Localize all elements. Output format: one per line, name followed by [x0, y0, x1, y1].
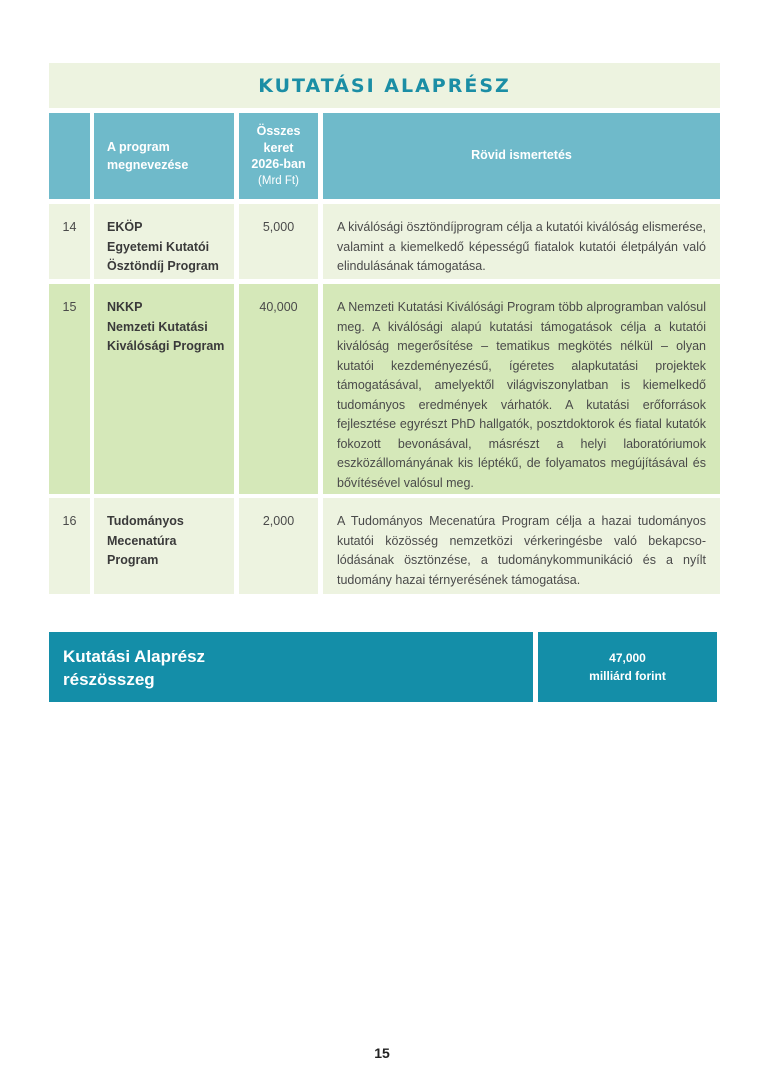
table-row-15-number: 15 — [49, 284, 90, 494]
section-title-band — [49, 63, 720, 108]
subtotal-label-line1: Kutatási Alaprész — [63, 647, 206, 666]
program-name-line: NKKP — [107, 300, 143, 314]
table-row-14-name — [94, 204, 234, 279]
header-name-line2: megnevezése — [107, 158, 189, 172]
table-row-16-amount: 2,000 — [239, 498, 318, 594]
table-row-14-number: 14 — [49, 204, 90, 279]
header-budget-line3: 2026-ban — [251, 157, 306, 171]
program-name-line: Nemzeti Kutatási — [107, 319, 208, 334]
subtotal-value — [538, 632, 717, 702]
program-name-line: Tudományos — [107, 514, 184, 528]
table-row-15-description: A Nemzeti Kutatási Kiválósági Program több alprogramban valósul meg. A kiválósági alapú kutatási támogatások célja a kutatói kiválóság megerősítése – tematikus megkötés nélkül – olyan kutatói kezdeményezésű, ígéretes alapkutatási projektek támogatásával, amelyektől világviszonylatban is kiemelkedő tudományos eredmények várhatók. A kutatási erőforrások fejlesztése egyrészt PhD hallgatók, posztdoktorok és fiatal kutatók fokozott bevonásával, másrészt a helyi laboratóriumok eszközállományának kis léptékű, de folyamatos megújításával és bővítésével valósul meg. — [323, 284, 720, 494]
table-row-16-name — [94, 498, 234, 594]
header-name-line1: A program — [107, 140, 170, 154]
table-row-16-description: A Tudományos Mecenatúra Program célja a hazai tudományos kutatói közösség nemzetközi vérkeringésbe való bekapcsolódásának ösztönzése, a tudománykommunikáció és a nyílt tudomány hazai térnyerésének támogatása. — [323, 498, 720, 594]
program-name-line: Egyetemi Kutatói — [107, 239, 210, 254]
program-name-line: Program — [107, 553, 159, 567]
header-budget-line1: Összes — [256, 124, 301, 138]
page-number: 15 — [374, 1045, 390, 1061]
program-name-line: Ösztöndíj Program — [107, 259, 219, 273]
header-budget-unit: (Mrd Ft) — [258, 174, 299, 187]
program-name-line: EKÖP — [107, 220, 143, 234]
header-budget — [239, 113, 318, 199]
table-row-15-amount: 40,000 — [239, 284, 318, 494]
header-description — [323, 113, 720, 199]
table-row-14-description: A kiválósági ösztöndíjprogram célja a kutatói kiválóság elismerése, valamint a kiemelkedő képességű fiatalok kutatói életpályán való elindulásának támogatása. — [323, 204, 720, 279]
header-program-name — [94, 113, 234, 199]
subtotal-label-line2: részösszeg — [63, 670, 155, 689]
header-description-label: Rövid ismertetés — [471, 148, 572, 163]
table-row-16-number: 16 — [49, 498, 90, 594]
header-budget-line2: keret — [263, 140, 294, 155]
program-name-line: Mecenatúra — [107, 533, 177, 548]
table-row-15-name — [94, 284, 234, 494]
subtotal-unit: milliárd forint — [589, 669, 666, 683]
table-row-14-amount: 5,000 — [239, 204, 318, 279]
subtotal-label — [49, 632, 533, 702]
program-name-line: Kiválósági Program — [107, 339, 225, 353]
section-title: KUTATÁSI ALAPRÉSZ — [258, 74, 511, 97]
header-number-cell — [49, 113, 90, 199]
subtotal-amount: 47,000 — [609, 651, 646, 665]
